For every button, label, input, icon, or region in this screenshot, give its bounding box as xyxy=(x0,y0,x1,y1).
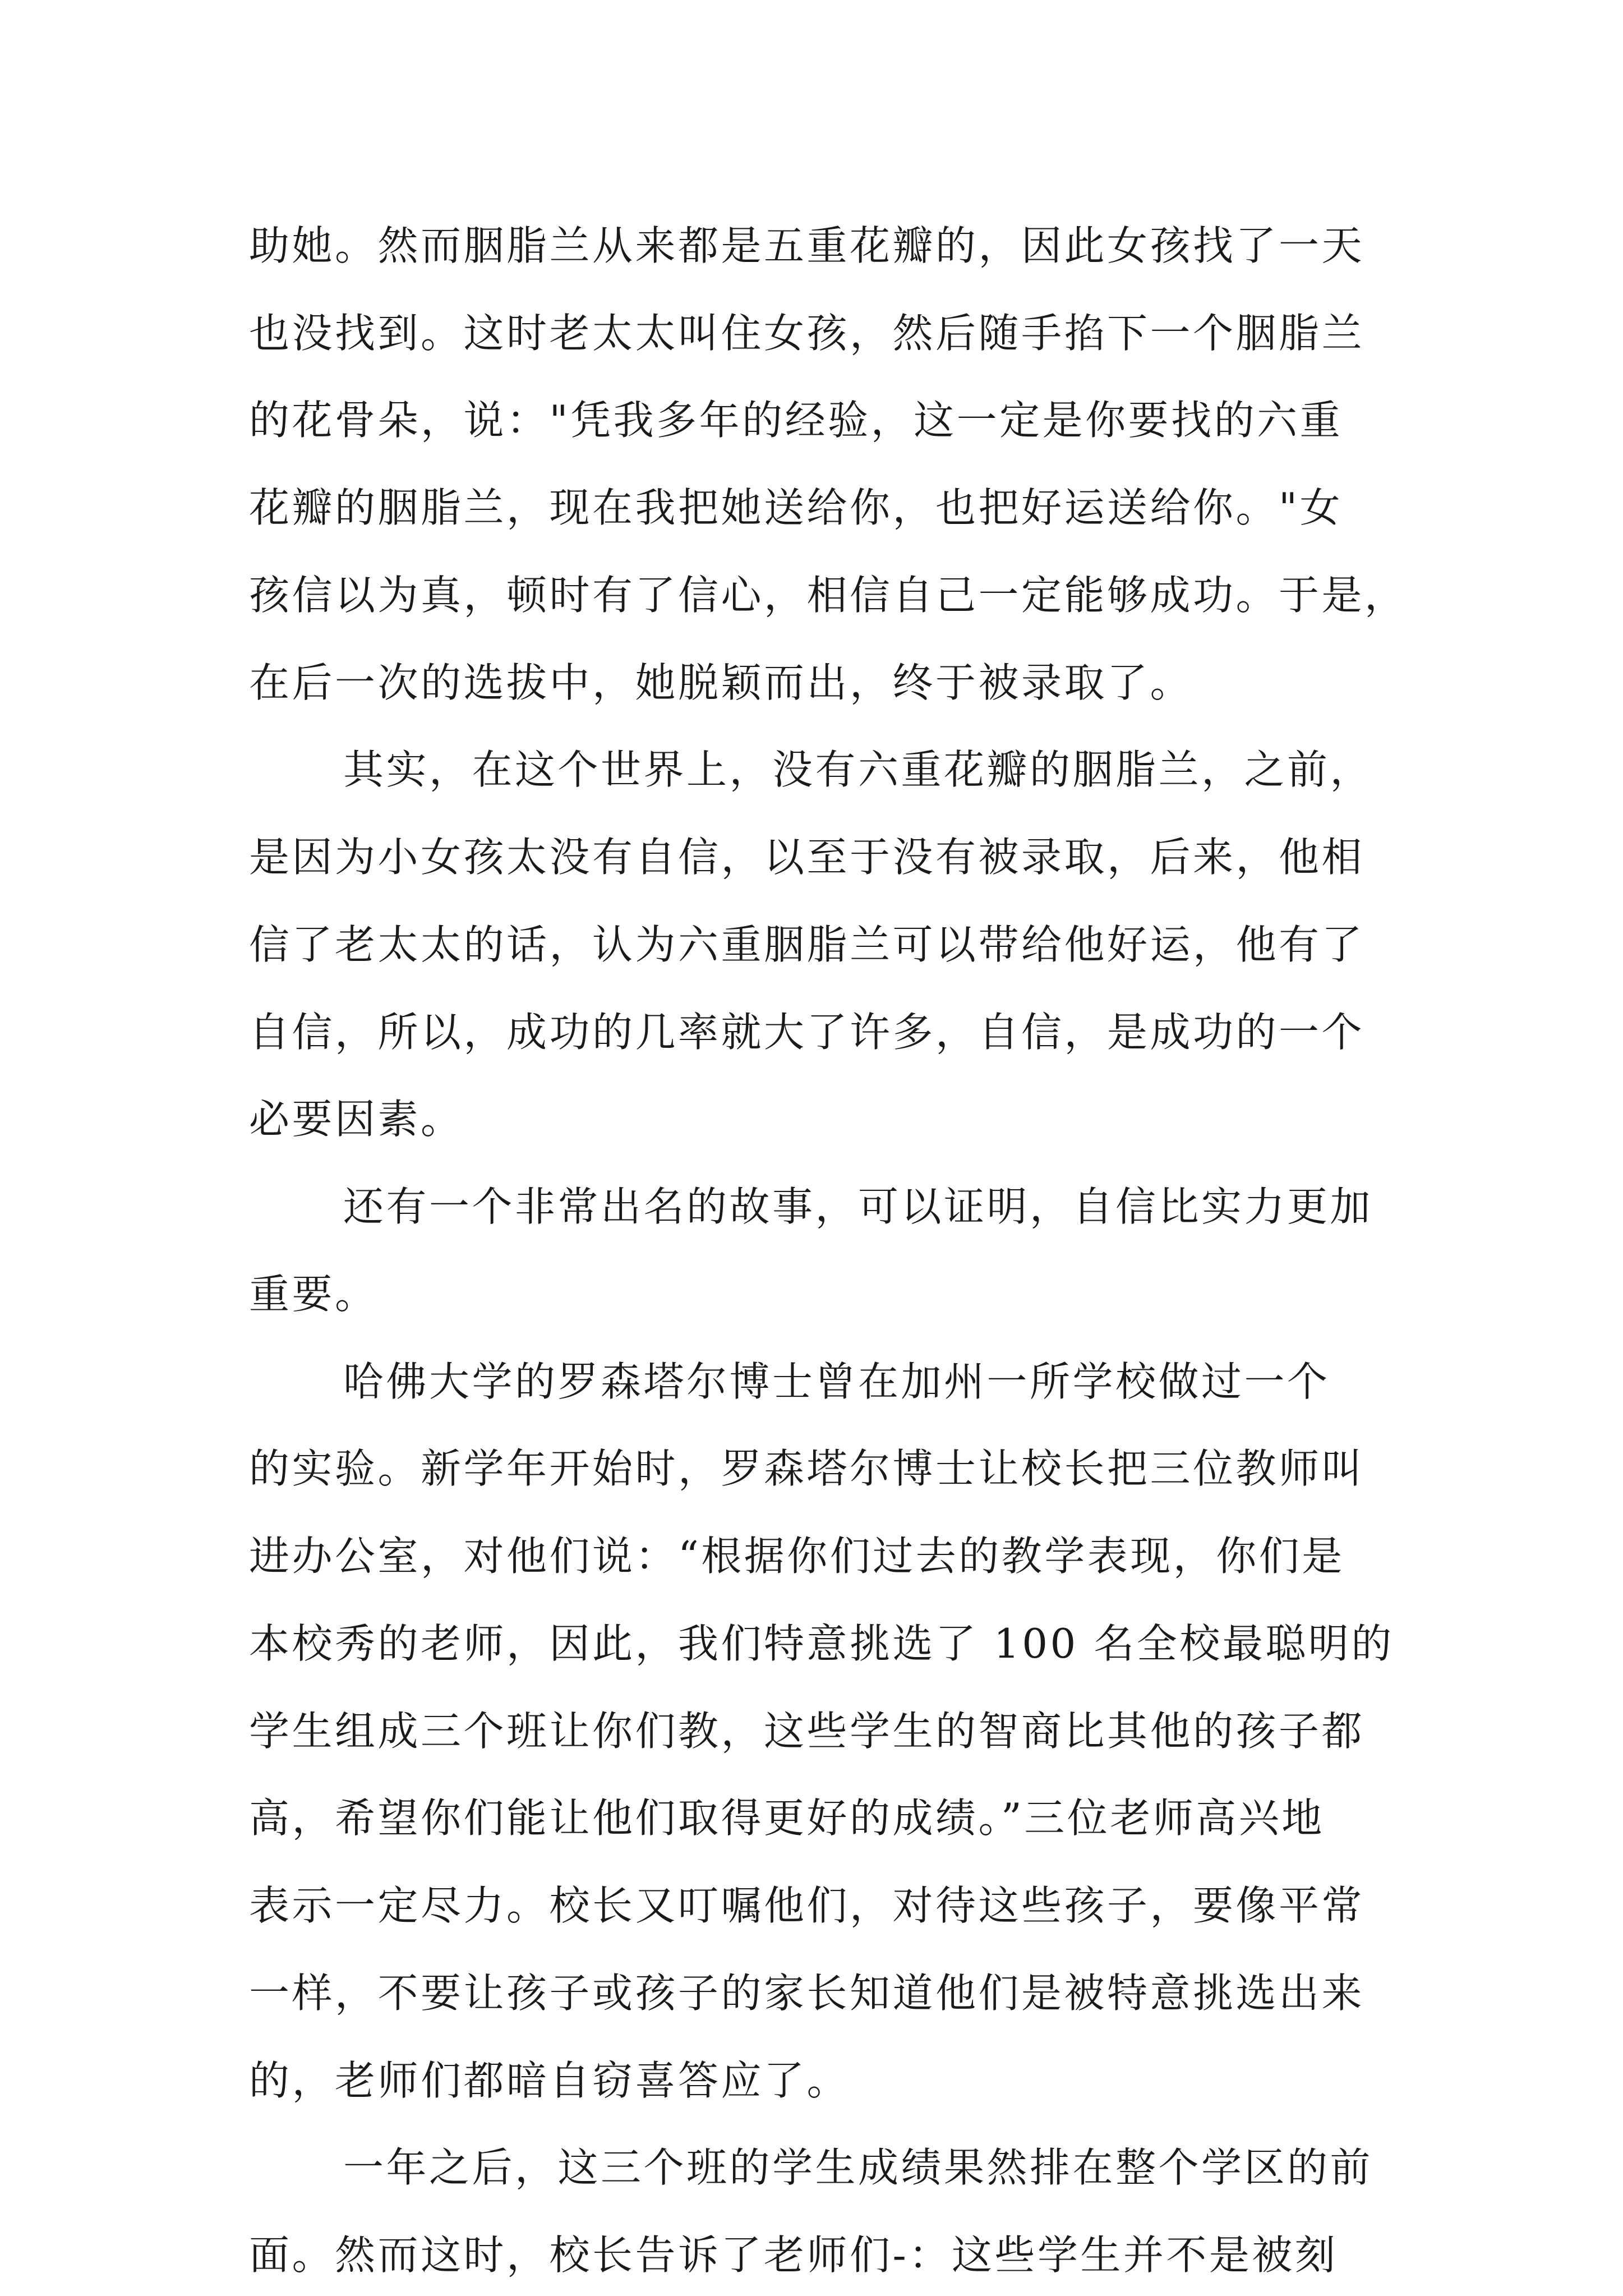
paragraph-first-line: 一年之后，这三个班的学生成绩果然排在整个学区的前 xyxy=(343,2144,1373,2191)
body-text xyxy=(249,0,1408,2296)
text-line: 是因为小女孩太没有自信，以至于没有被录取，后来，他相 xyxy=(249,834,1365,881)
paragraph-first-line: 其实，在这个世界上，没有六重花瓣的胭脂兰，之前， xyxy=(343,746,1373,793)
text-line: 自信，所以，成功的几率就大了许多，自信，是成功的一个 xyxy=(249,1009,1365,1056)
text-line: 高，希望你们能让他们取得更好的成绩。”三位老师高兴地 xyxy=(249,1795,1325,1842)
text-line: 孩信以为真，顿时有了信心，相信自己一定能够成功。于是， xyxy=(249,572,1408,619)
text-line: 进办公室，对他们说：“根据你们过去的教学表现，你们是 xyxy=(249,1533,1345,1580)
text-line: 信了老太太的话，认为六重胭脂兰可以带给他好运，他有了 xyxy=(249,921,1365,968)
text-line: 的，老师们都暗自窃喜答应了。 xyxy=(249,2057,850,2104)
text-line: 本校秀的老师，因此，我们特意挑选了 100 名全校最聪明的 xyxy=(249,1620,1394,1667)
text-line: 重要。 xyxy=(249,1271,378,1318)
paragraph-first-line: 还有一个非常出名的故事，可以证明，自信比实力更加 xyxy=(343,1183,1373,1230)
text-line: 也没找到。这时老太太叫住女孩，然后随手掐下一个胭脂兰 xyxy=(249,310,1365,357)
text-line: 在后一次的选拔中，她脱颖而出，终于被录取了。 xyxy=(249,659,1193,706)
text-line: 学生组成三个班让你们教，这些学生的智商比其他的孩子都 xyxy=(249,1708,1365,1755)
text-line: 花瓣的胭脂兰，现在我把她送给你，也把好运送给你。"女 xyxy=(249,484,1343,531)
text-line: 必要因素。 xyxy=(249,1096,464,1143)
text-line: 表示一定尽力。校长又叮嘱他们，对待这些孩子，要像平常 xyxy=(249,1882,1365,1929)
text-line: 一样，不要让孩子或孩子的家长知道他们是被特意挑选出来 xyxy=(249,1970,1365,2017)
text-line: 助她。然而胭脂兰从来都是五重花瓣的，因此女孩找了一天 xyxy=(249,222,1365,269)
text-line: 的花骨朵，说："凭我多年的经验，这一定是你要找的六重 xyxy=(249,397,1343,444)
paragraph-first-line: 哈佛大学的罗森塔尔博士曾在加州一所学校做过一个 xyxy=(343,1358,1330,1405)
text-line: 面。然而这时，校长告诉了老师们-：这些学生并不是被刻 xyxy=(249,2231,1338,2279)
text-line: 的实验。新学年开始时，罗森塔尔博士让校长把三位教师叫 xyxy=(249,1445,1365,1492)
